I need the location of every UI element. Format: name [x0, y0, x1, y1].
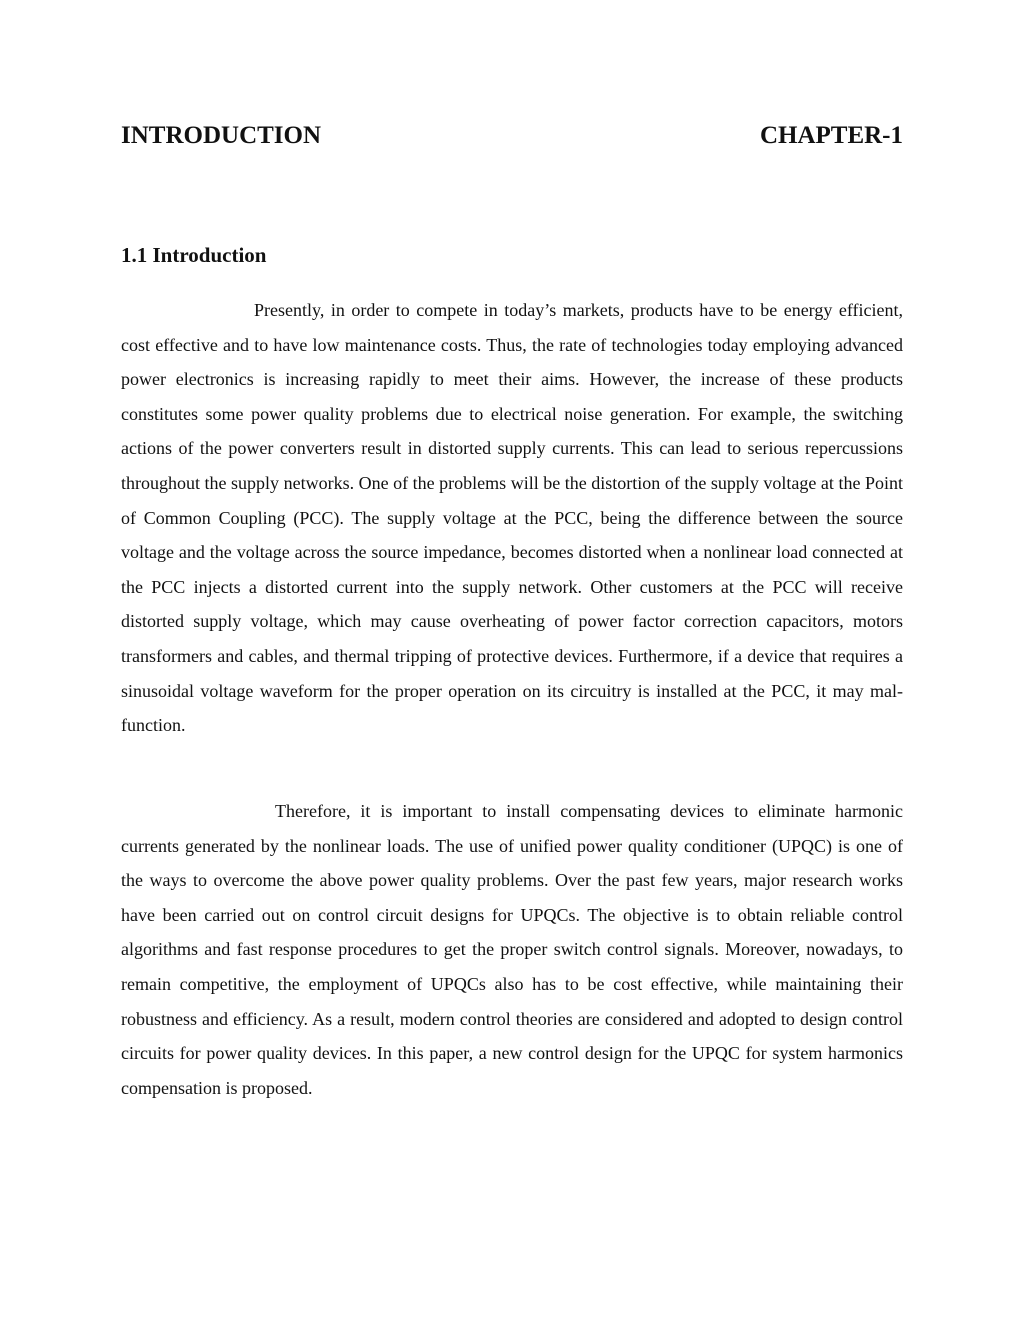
- body-paragraph-1: Presently, in order to compete in today’s markets, products have to be energy efficient, cost effective and to have low maintenance costs. Thus, the rate of technologies today employing advanced power electronics is increasing rapidly to meet their aims. However, the increase of these products constitutes some power quality problems due to electrical noise generation. For example, the switching actions of the power converters result in distorted supply currents. This can lead to serious repercussions throughout the supply networks. One of the problems will be the distortion of the supply voltage at the Point of Common Coupling (PCC). The supply voltage at the PCC, being the difference between the source voltage and the voltage across the source impedance, becomes distorted when a nonlinear load connected at the PCC injects a distorted current into the supply network. Other customers at the PCC will receive distorted supply voltage, which may cause overheating of power factor correction capacitors, motors transformers and cables, and thermal tripping of protective devices. Furthermore, if a device that requires a sinusoidal voltage waveform for the proper operation on its circuitry is installed at the PCC, it may mal-function.: [121, 300, 903, 736]
- chapter-label: CHAPTER-1: [759, 122, 903, 149]
- header-title: INTRODUCTION: [121, 122, 322, 149]
- body-paragraph-2: Therefore, it is important to install compensating devices to eliminate harmonic currents generated by the nonlinear loads. The use of unified power quality conditioner (UPQC) is one of the ways to overcome the above power quality problems. Over the past few years, major research works have been carried out on control circuit designs for UPQCs. The objective is to obtain reliable control algorithms and fast response procedures to get the proper switch control signals. Moreover, nowadays, to remain competitive, the employment of UPQCs also has to be cost effective, while maintaining their robustness and efficiency. As a result, modern control theories are considered and adopted to design control circuits for power quality devices. In this paper, a new control design for the UPQC for system harmonics compensation is proposed.: [121, 801, 903, 1098]
- section-heading: 1.1 Introduction: [121, 243, 267, 267]
- page-header: [121, 119, 903, 153]
